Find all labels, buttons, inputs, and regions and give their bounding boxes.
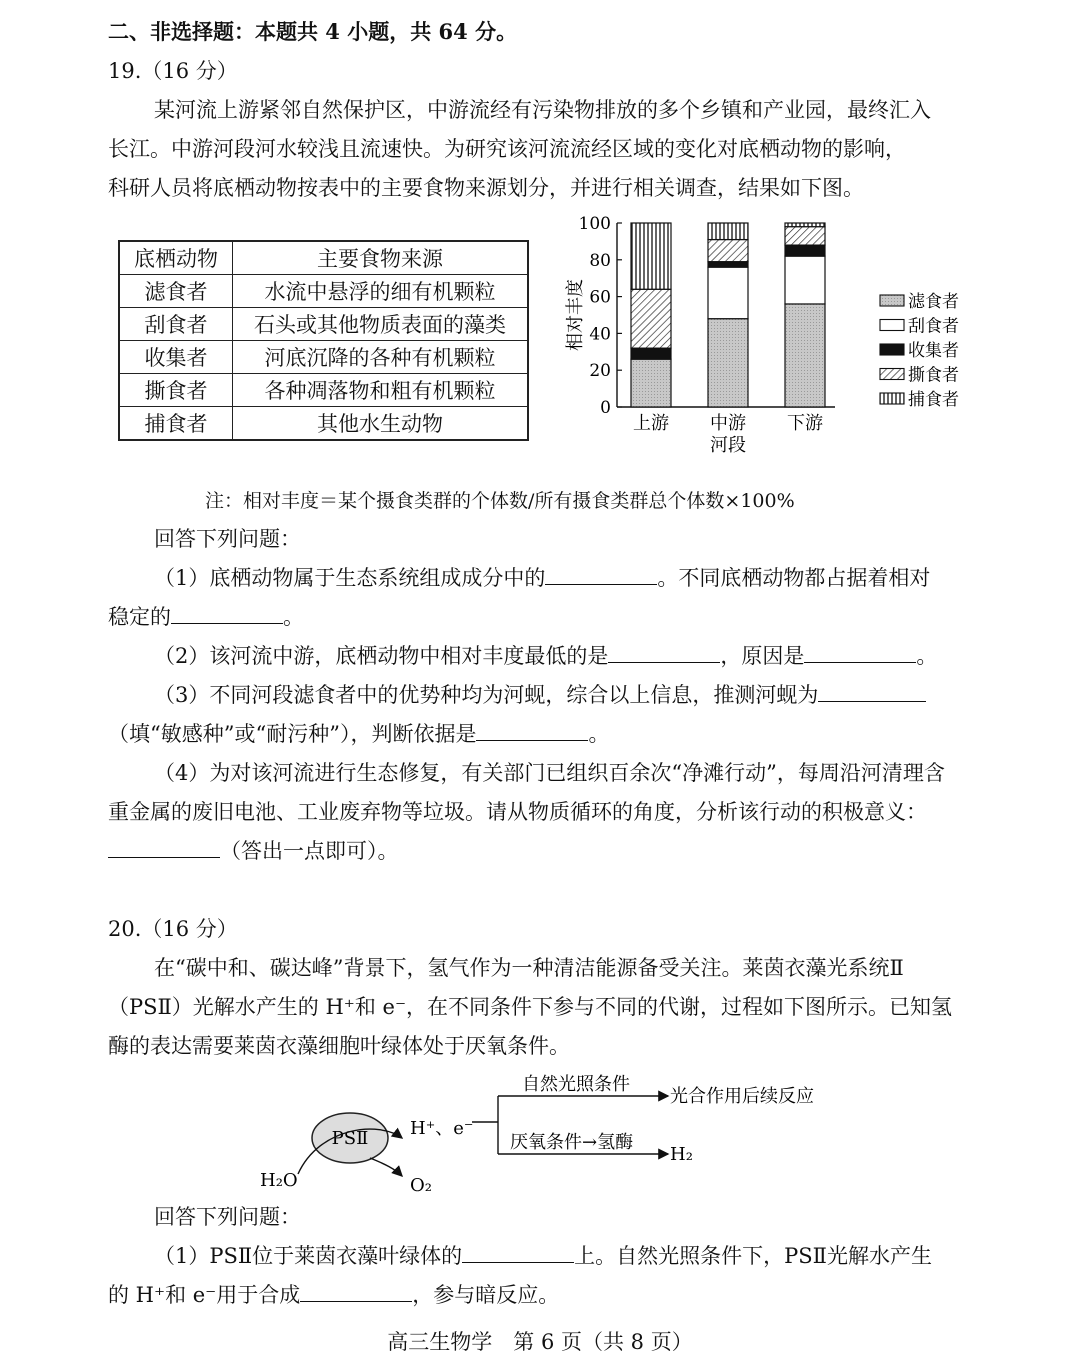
q19-sub-3-line-1 xyxy=(154,681,926,709)
table-cell: 撕食者 xyxy=(119,374,233,407)
q19-sub-4-line-2: 重金属的废旧电池、工业废弃物等垃圾。请从物质循环的角度，分析该行动的积极意义： xyxy=(108,800,927,824)
q19-sub-1-line-2 xyxy=(108,603,304,631)
q19-paragraph-line-2: 长江。中游河段河水较浅且流速快。为研究该河流流经区域的变化对底栖动物的影响， xyxy=(108,137,906,161)
table-header-row xyxy=(119,241,528,275)
y-tick-label: 40 xyxy=(589,324,611,345)
answer-blank[interactable] xyxy=(171,605,283,624)
table-cell: 石头或其他物质表面的藻类 xyxy=(233,308,529,341)
q20-sub-1-text-a: （1）PSⅡ位于莱茵衣藻叶绿体的 xyxy=(154,1244,463,1268)
h2-label: H₂ xyxy=(670,1144,693,1165)
q19-sub-2-text-c: 。 xyxy=(916,644,938,668)
q19-sub-3-text-a: （3）不同河段滤食者中的优势种均为河蚬，综合以上信息，推测河蚬为 xyxy=(154,683,819,707)
bar-segment-收集者 xyxy=(785,245,825,256)
answer-blank[interactable] xyxy=(804,644,916,663)
table-header-animal: 底栖动物 xyxy=(119,241,233,275)
y-tick-label: 80 xyxy=(589,250,611,271)
q19-sub-4-line-3 xyxy=(108,837,399,865)
q20-answer-prompt: 回答下列问题： xyxy=(154,1205,301,1229)
q20-paragraph-line-2: （PSⅡ）光解水产生的 H⁺和 e⁻，在不同条件下参与不同的代谢，过程如下图所示。已知氢 xyxy=(108,995,953,1019)
q20-sub-1-text-d: ，参与暗反应。 xyxy=(412,1283,560,1307)
q19-sub-3-text-c: 。 xyxy=(588,722,610,746)
chart-note: 注：相对丰度＝某个摄食类群的个体数/所有摄食类群总个体数×100% xyxy=(205,490,795,512)
food-source-table xyxy=(118,240,529,441)
legend-swatch xyxy=(880,344,904,355)
q20-sub-1-text-c: 的 H⁺和 e⁻用于合成 xyxy=(108,1283,301,1307)
anaerobic-label: 厌氧条件→氢酶 xyxy=(510,1132,634,1153)
y-tick-label: 20 xyxy=(589,361,611,382)
bar-segment-捕食者 xyxy=(631,223,671,289)
table-cell: 刮食者 xyxy=(119,308,233,341)
bar-segment-撕食者 xyxy=(631,289,671,348)
answer-blank[interactable] xyxy=(476,722,588,741)
q19-sub-4-text-c: （答出一点即可）。 xyxy=(220,839,399,863)
table-cell: 水流中悬浮的细有机颗粒 xyxy=(233,275,529,308)
bar-segment-刮食者 xyxy=(708,267,748,319)
q19-sub-2-text-b: ，原因是 xyxy=(720,644,805,668)
legend-label: 撕食者 xyxy=(908,365,959,386)
table-row xyxy=(119,308,528,341)
photosynthesis-follow-label: 光合作用后续反应 xyxy=(670,1086,814,1107)
bar-segment-撕食者 xyxy=(708,240,748,262)
legend-swatch xyxy=(880,295,904,306)
x-tick-label: 下游 xyxy=(787,413,823,434)
q19-sub-1-text-b: 。不同底栖动物都占据着相对 xyxy=(657,566,931,590)
q19-sub-2-text-a: （2）该河流中游，底栖动物中相对丰度最低的是 xyxy=(154,644,609,668)
answer-blank[interactable] xyxy=(608,644,720,663)
q20-paragraph-line-1: 在“碳中和、碳达峰”背景下，氢气作为一种清洁能源备受关注。莱茵衣藻光系统Ⅱ xyxy=(154,956,904,980)
table-row xyxy=(119,407,528,441)
bar-segment-收集者 xyxy=(708,262,748,268)
q19-sub-1-line-1 xyxy=(154,564,930,592)
table-row xyxy=(119,341,528,374)
y-tick-label: 60 xyxy=(589,287,611,308)
table-cell: 滤食者 xyxy=(119,275,233,308)
bar-segment-刮食者 xyxy=(785,256,825,304)
bar-segment-捕食者 xyxy=(708,223,748,240)
q19-sub-1-text-a: （1）底栖动物属于生态系统组成成分中的 xyxy=(154,566,546,590)
o2-arrow xyxy=(370,1158,402,1176)
psii-label: PSⅡ xyxy=(331,1128,369,1149)
legend-label: 刮食者 xyxy=(908,316,959,337)
legend-swatch xyxy=(880,320,904,331)
answer-blank[interactable] xyxy=(300,1283,412,1302)
h2o-label: H₂O xyxy=(260,1170,298,1191)
legend-label: 收集者 xyxy=(908,341,959,361)
table-row xyxy=(119,275,528,308)
table-cell: 捕食者 xyxy=(119,407,233,441)
answer-blank[interactable] xyxy=(818,683,926,702)
legend-swatch xyxy=(880,393,904,404)
legend-swatch xyxy=(880,369,904,380)
h-e-label: H⁺、e⁻ xyxy=(410,1118,474,1139)
natural-light-label: 自然光照条件 xyxy=(522,1074,630,1095)
bar-segment-捕食者 xyxy=(785,223,825,227)
q19-sub-4-line-1: （4）为对该河流进行生态修复，有关部门已组织百余次“净滩行动”，每周沿河清理含 xyxy=(154,761,945,785)
o2-label: O₂ xyxy=(410,1175,432,1196)
y-tick-label: 0 xyxy=(600,398,611,418)
abundance-chart xyxy=(555,205,975,465)
psii-process-diagram xyxy=(250,1066,850,1198)
q19-sub-2 xyxy=(154,642,937,670)
y-tick-label: 100 xyxy=(578,214,611,234)
q20-sub-1-line-1 xyxy=(154,1242,932,1270)
bar-segment-滤食者 xyxy=(708,319,748,407)
q19-sub-3-line-2 xyxy=(108,720,609,748)
bar-segment-撕食者 xyxy=(785,227,825,245)
x-tick-label: 上游 xyxy=(633,413,669,434)
legend-label: 滤食者 xyxy=(908,292,959,312)
table-cell: 其他水生动物 xyxy=(233,407,529,441)
q19-sub-3-text-b: （填“敏感种”或“耐污种”），判断依据是 xyxy=(108,722,477,746)
y-axis-label: 相对丰度 xyxy=(565,279,586,351)
table-cell: 各种凋落物和粗有机颗粒 xyxy=(233,374,529,407)
answer-blank[interactable] xyxy=(545,566,657,585)
q19-paragraph-line-1: 某河流上游紧邻自然保护区，中游流经有污染物排放的多个乡镇和产业园，最终汇入 xyxy=(154,98,931,122)
page-footer: 高三生物学 第 6 页（共 8 页） xyxy=(387,1330,693,1354)
bar-segment-滤食者 xyxy=(785,304,825,407)
table-cell: 收集者 xyxy=(119,341,233,374)
bar-segment-滤食者 xyxy=(631,359,671,407)
q19-answer-prompt: 回答下列问题： xyxy=(154,527,301,551)
bar-segment-收集者 xyxy=(631,348,671,359)
table-row xyxy=(119,374,528,407)
table-cell: 河底沉降的各种有机颗粒 xyxy=(233,341,529,374)
question-20-number: 20.（16 分） xyxy=(108,917,238,941)
legend-label: 捕食者 xyxy=(908,390,959,410)
table-header-food: 主要食物来源 xyxy=(233,241,529,275)
q20-sub-1-text-b: 上。自然光照条件下，PSⅡ光解水产生 xyxy=(574,1244,932,1268)
answer-blank[interactable] xyxy=(462,1244,574,1263)
section-title: 二、非选择题：本题共 4 小题，共 64 分。 xyxy=(108,19,518,44)
answer-blank[interactable] xyxy=(108,839,220,858)
q19-paragraph-line-3: 科研人员将底栖动物按表中的主要食物来源划分，并进行相关调查，结果如下图。 xyxy=(108,176,864,200)
q20-sub-1-line-2 xyxy=(108,1281,559,1309)
q19-sub-1-text-c: 稳定的 xyxy=(108,605,171,629)
q19-sub-1-text-d: 。 xyxy=(283,605,304,629)
x-tick-label: 河段 xyxy=(710,435,746,456)
x-tick-label: 中游 xyxy=(710,413,746,434)
q20-paragraph-line-3: 酶的表达需要莱茵衣藻细胞叶绿体处于厌氧条件。 xyxy=(108,1034,570,1058)
question-19-number: 19.（16 分） xyxy=(108,59,238,83)
